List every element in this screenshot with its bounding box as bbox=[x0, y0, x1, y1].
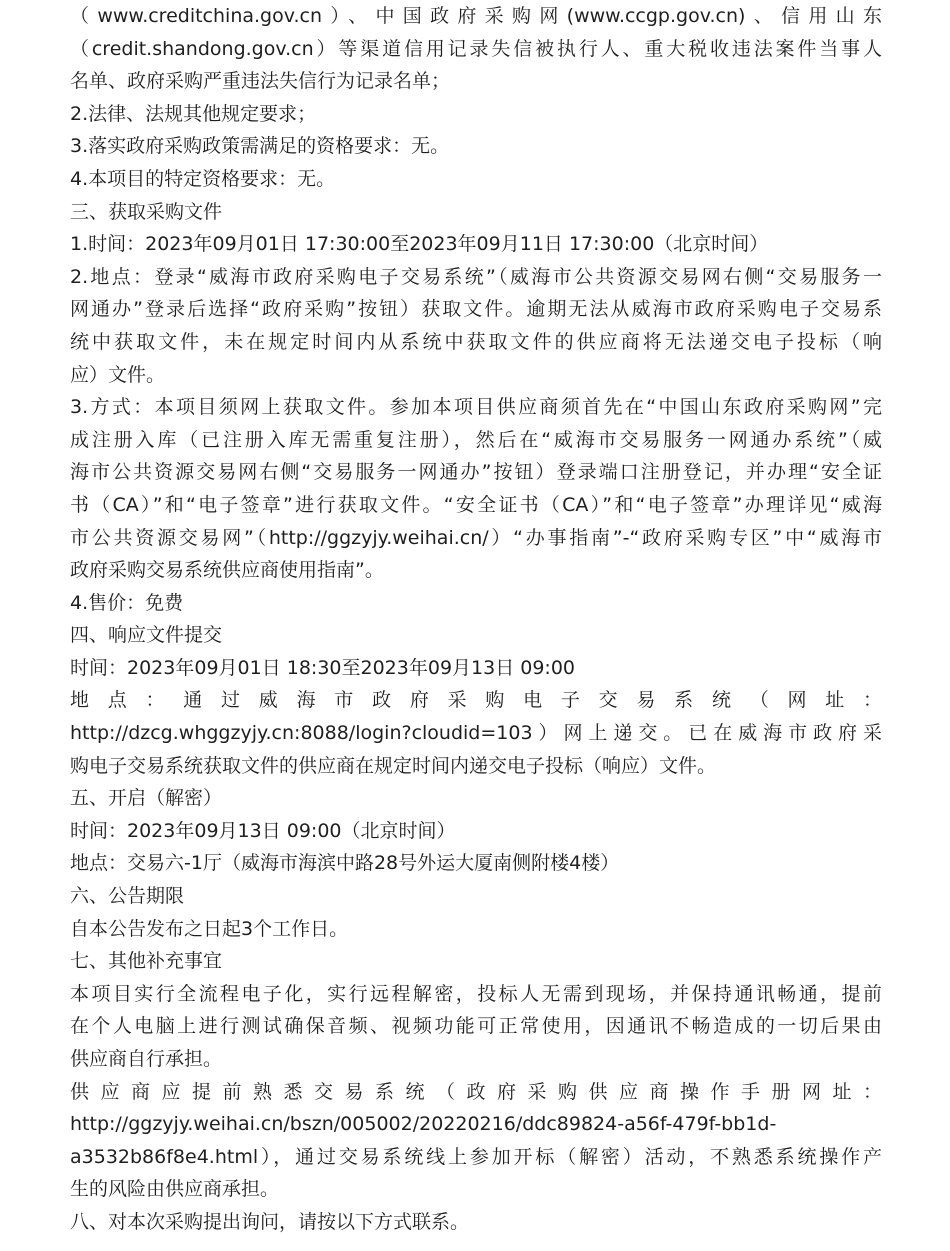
section-heading: 四、响应文件提交 bbox=[70, 624, 223, 647]
paragraph-line: 成注册入库（已注册入库无需重复注册），然后在“威海市交易服务一网通办系统”（威 bbox=[70, 428, 882, 451]
paragraph-line: http://dzcg.whggzyjy.cn:8088/login?cloudid=103）网上递交。已在威海市政府采 bbox=[70, 722, 882, 745]
paragraph-line: 统中获取文件，未在规定时间内从系统中获取文件的供应商将无法递交电子投标（响 bbox=[70, 330, 882, 353]
section-heading: 八、对本次采购提出询问，请按以下方式联系。 bbox=[70, 1210, 470, 1233]
paragraph-line: 2.地点：登录“威海市政府采购电子交易系统”（威海市公共资源交易网右侧“交易服务一 bbox=[70, 265, 882, 288]
announcement-body bbox=[70, 0, 882, 1239]
paragraph-line: 政府采购交易系统供应商使用指南”。 bbox=[70, 559, 384, 582]
paragraph-line: 时间：2023年09月13日 09:00（北京时间） bbox=[70, 819, 456, 842]
paragraph-line: 地点：交易六-1厅（威海市海滨中路28号外运大厦南侧附楼4楼） bbox=[70, 852, 620, 875]
paragraph-line: 市公共资源交易网”（http://ggzyjy.weihai.cn/）“办事指南”-“政府采购专区”中“威海市 bbox=[70, 526, 882, 549]
paragraph-line: 网通办”登录后选择“政府采购”按钮）获取文件。逾期无法从威海市政府采购电子交易系 bbox=[70, 298, 882, 321]
paragraph-line: （credit.shandong.gov.cn）等渠道信用记录失信被执行人、重大税收违法案件当事人 bbox=[70, 37, 882, 60]
section-heading: 三、获取采购文件 bbox=[70, 200, 223, 223]
paragraph-line: 2.法律、法规其他规定要求； bbox=[70, 102, 317, 125]
paragraph-line: 4.本项目的特定资格要求：无。 bbox=[70, 167, 336, 190]
paragraph-line: 海市公共资源交易网右侧“交易服务一网通办”按钮）登录端口注册登记，并办理“安全证 bbox=[70, 461, 882, 484]
paragraph-line: 地点：通过威海市政府采购电子交易系统（网址： bbox=[70, 689, 882, 712]
section-heading: 六、公告期限 bbox=[70, 885, 185, 908]
paragraph-line: http://ggzyjy.weihai.cn/bszn/005002/20220216/ddc89824-a56f-479f-bb1d- bbox=[70, 1113, 777, 1136]
paragraph-line: （www.creditchina.gov.cn）、中国政府采购网(www.ccgp.gov.cn)、信用山东 bbox=[70, 5, 882, 27]
paragraph-line: 本项目实行全流程电子化，实行远程解密，投标人无需到现场，并保持通讯畅通，提前 bbox=[70, 982, 882, 1005]
section-heading: 五、开启（解密） bbox=[70, 787, 223, 810]
section-heading: 七、其他补充事宜 bbox=[70, 950, 223, 973]
paragraph-line: 购电子交易系统获取文件的供应商在规定时间内递交电子投标（响应）文件。 bbox=[70, 754, 717, 777]
paragraph-line: 自本公告发布之日起3个工作日。 bbox=[70, 917, 349, 940]
paragraph-line: 4.售价：免费 bbox=[70, 591, 184, 614]
paragraph-line: 时间：2023年09月01日 18:30至2023年09月13日 09:00 bbox=[70, 656, 576, 679]
paragraph-line: 在个人电脑上进行测试确保音频、视频功能可正常使用，因通讯不畅造成的一切后果由 bbox=[70, 1015, 882, 1038]
paragraph-line: 3.方式：本项目须网上获取文件。参加本项目供应商须首先在“中国山东政府采购网”完 bbox=[70, 396, 882, 419]
paragraph-line: 3.落实政府采购政策需满足的资格要求：无。 bbox=[70, 135, 450, 158]
paragraph-line: a3532b86f8e4.html），通过交易系统线上参加开标（解密）活动，不熟悉系统操作产 bbox=[70, 1145, 882, 1168]
paragraph-line: 名单、政府采购严重违法失信行为记录名单； bbox=[70, 70, 451, 93]
paragraph-line: 1.时间：2023年09月01日 17:30:00至2023年09月11日 17:30:00（北京时间） bbox=[70, 233, 769, 256]
paragraph-line: 供应商自行承担。 bbox=[70, 1048, 223, 1070]
paragraph-line: 书（CA）”和“电子签章”进行获取文件。“安全证书（CA）”和“电子签章”办理详见“威海 bbox=[70, 493, 882, 516]
paragraph-line: 生的风险由供应商承担。 bbox=[70, 1178, 280, 1201]
paragraph-line: 应）文件。 bbox=[70, 363, 166, 386]
paragraph-line: 供应商应提前熟悉交易系统（政府采购供应商操作手册网址： bbox=[70, 1080, 882, 1103]
